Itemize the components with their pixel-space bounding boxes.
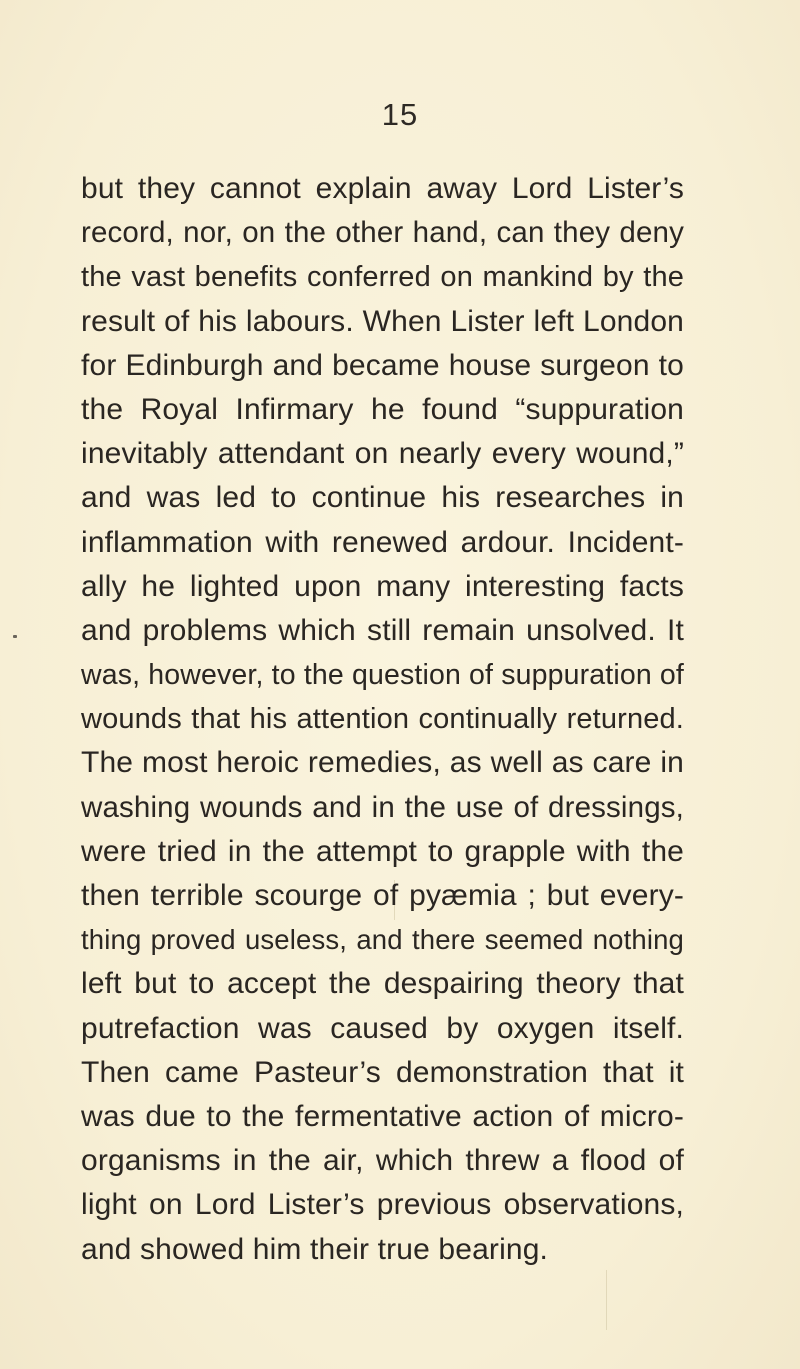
text-line: was, however, to the question of suppuration of	[81, 659, 684, 692]
text-line: light on Lord Lister’s previous observations,	[81, 1188, 684, 1222]
text-line: the Royal Infirmary he found “suppuration	[81, 392, 684, 426]
margin-mark	[13, 635, 17, 638]
text-line: and was led to continue his researches in	[81, 481, 684, 515]
text-line: was due to the fermentative action of micro-	[81, 1099, 684, 1133]
text-line: but they cannot explain away Lord Lister’s	[81, 172, 684, 205]
text-line: and showed him their true bearing.	[81, 1232, 549, 1266]
text-line: for Edinburgh and became house surgeon to	[81, 348, 684, 382]
text-line: left but to accept the despairing theory that	[81, 967, 684, 1001]
text-line: Then came Pasteur’s demonstration that it	[81, 1055, 684, 1089]
text-line: washing wounds and in the use of dressings,	[81, 790, 684, 824]
text-line: The most heroic remedies, as well as care in	[81, 746, 684, 780]
text-line: and problems which still remain unsolved. It	[81, 613, 684, 647]
text-line: organisms in the air, which threw a flood of	[81, 1144, 684, 1178]
text-line: then terrible scourge of pyæmia ; but every-	[81, 879, 684, 912]
text-line: inflammation with renewed ardour. Incident-	[81, 525, 684, 559]
text-line: were tried in the attempt to grapple with the	[81, 834, 684, 868]
body-text	[81, 167, 684, 1272]
text-line: ally he lighted upon many interesting facts	[81, 569, 684, 603]
paper-fiber	[606, 1270, 607, 1330]
text-line: putrefaction was caused by oxygen itself.	[81, 1011, 684, 1045]
text-line: record, nor, on the other hand, can they deny	[81, 216, 684, 250]
text-line: inevitably attendant on nearly every wound,”	[81, 437, 684, 471]
text-line: wounds that his attention continually returned.	[81, 703, 684, 736]
text-line: thing proved useless, and there seemed nothing	[81, 924, 684, 956]
page-number: 15	[381, 97, 419, 132]
text-line: result of his labours. When Lister left London	[81, 304, 684, 338]
text-line: the vast benefits conferred on mankind by the	[81, 261, 684, 294]
